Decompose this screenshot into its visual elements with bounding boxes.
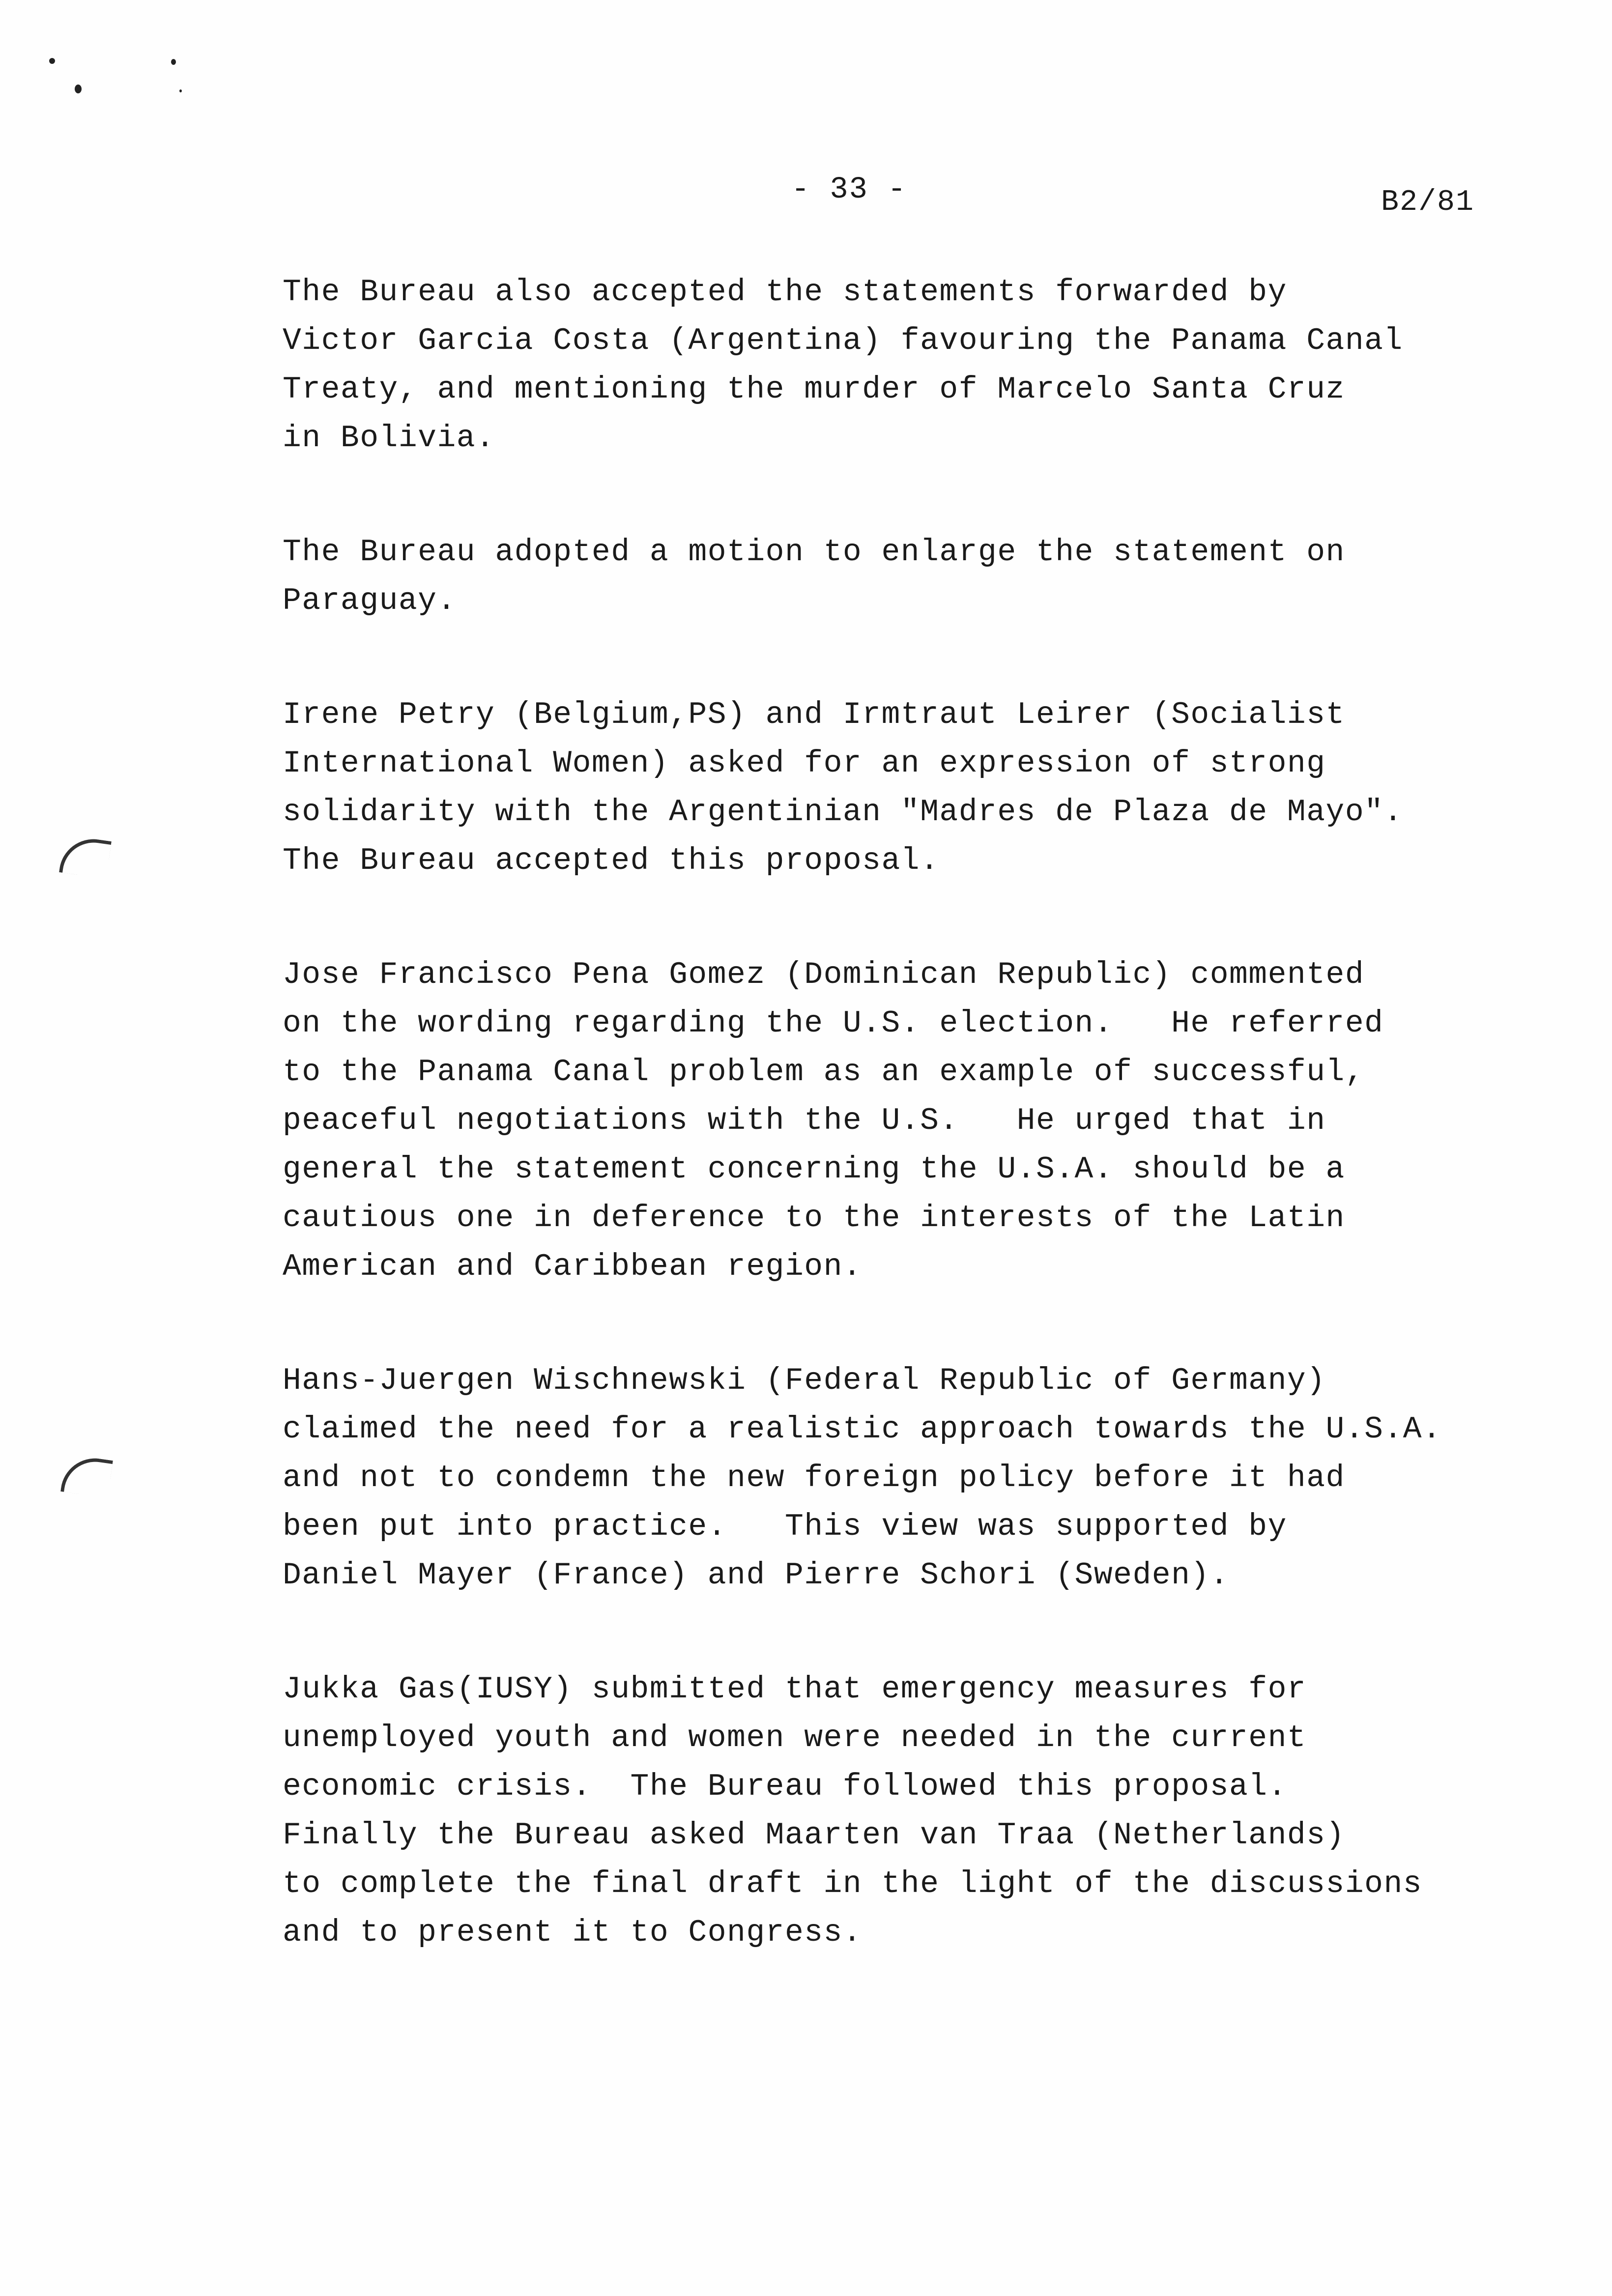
paragraph-gas-iusy [283,1665,1477,1957]
text-line: Treaty, and mentioning the murder of Marcelo Santa Cruz [283,372,1345,407]
text-line: The Bureau adopted a motion to enlarge the statement on [283,535,1345,570]
text-line: Finally the Bureau asked Maarten van Traa (Netherlands) [283,1818,1345,1853]
text-line: to the Panama Canal problem as an example of successful, [283,1055,1365,1090]
paragraph-pena-gomez [283,950,1477,1291]
paragraph-garcia-costa [283,268,1477,462]
text-line: The Bureau also accepted the statements forwarded by [283,275,1287,310]
document-reference: B2/81 [1381,186,1475,219]
text-line: unemployed youth and women were needed in the current [283,1721,1307,1755]
scan-speck [49,58,55,64]
body-text [283,268,1477,2022]
text-line: Jose Francisco Pena Gomez (Dominican Republic) commented [283,957,1365,992]
punch-hole-mark-upper [59,835,112,879]
paragraph-text [283,268,1477,462]
scan-speck [75,85,82,93]
text-line: cautious one in deference to the interests of the Latin [283,1201,1345,1235]
paragraph-text [283,1356,1477,1600]
text-line: Paraguay. [283,583,457,618]
text-line: Victor Garcia Costa (Argentina) favouring the Panama Canal [283,323,1403,358]
text-line: solidarity with the Argentinian "Madres de Plaza de Mayo". [283,795,1403,830]
text-line: and to present it to Congress. [283,1915,863,1950]
text-line: Hans-Juergen Wischnewski (Federal Republic of Germany) [283,1363,1326,1398]
text-line: peaceful negotiations with the U.S. He urged that in [283,1103,1326,1138]
paragraph-wischnewski [283,1356,1477,1600]
text-line: been put into practice. This view was supported by [283,1509,1287,1544]
text-line: American and Caribbean region. [283,1249,863,1284]
paragraph-text [283,690,1477,885]
paragraph-text [283,528,1477,625]
paragraph-text [283,950,1477,1291]
text-line: to complete the final draft in the light of the discussions [283,1866,1423,1901]
text-line: Jukka Gas(IUSY) submitted that emergency measures for [283,1672,1307,1707]
text-line: Irene Petry (Belgium,PS) and Irmtraut Leirer (Socialist [283,697,1345,732]
paragraph-petry-leirer [283,690,1477,885]
paragraph-paraguay [283,528,1477,625]
text-line: International Women) asked for an expression of strong [283,746,1326,781]
paragraph-text [283,1665,1477,1957]
scan-speck [171,59,176,65]
text-line: claimed the need for a realistic approach towards the U.S.A. [283,1412,1442,1447]
text-line: on the wording regarding the U.S. election. He referred [283,1006,1384,1041]
text-line: The Bureau accepted this proposal. [283,843,940,878]
punch-hole-mark-lower [60,1454,113,1498]
text-line: in Bolivia. [283,421,495,456]
text-line: economic crisis. The Bureau followed this proposal. [283,1769,1287,1804]
page-number: - 33 - [791,172,907,207]
text-line: general the statement concerning the U.S.A. should be a [283,1152,1345,1187]
text-line: and not to condemn the new foreign policy before it had [283,1461,1345,1495]
scan-speck [179,89,182,92]
text-line: Daniel Mayer (France) and Pierre Schori (Sweden). [283,1558,1230,1593]
